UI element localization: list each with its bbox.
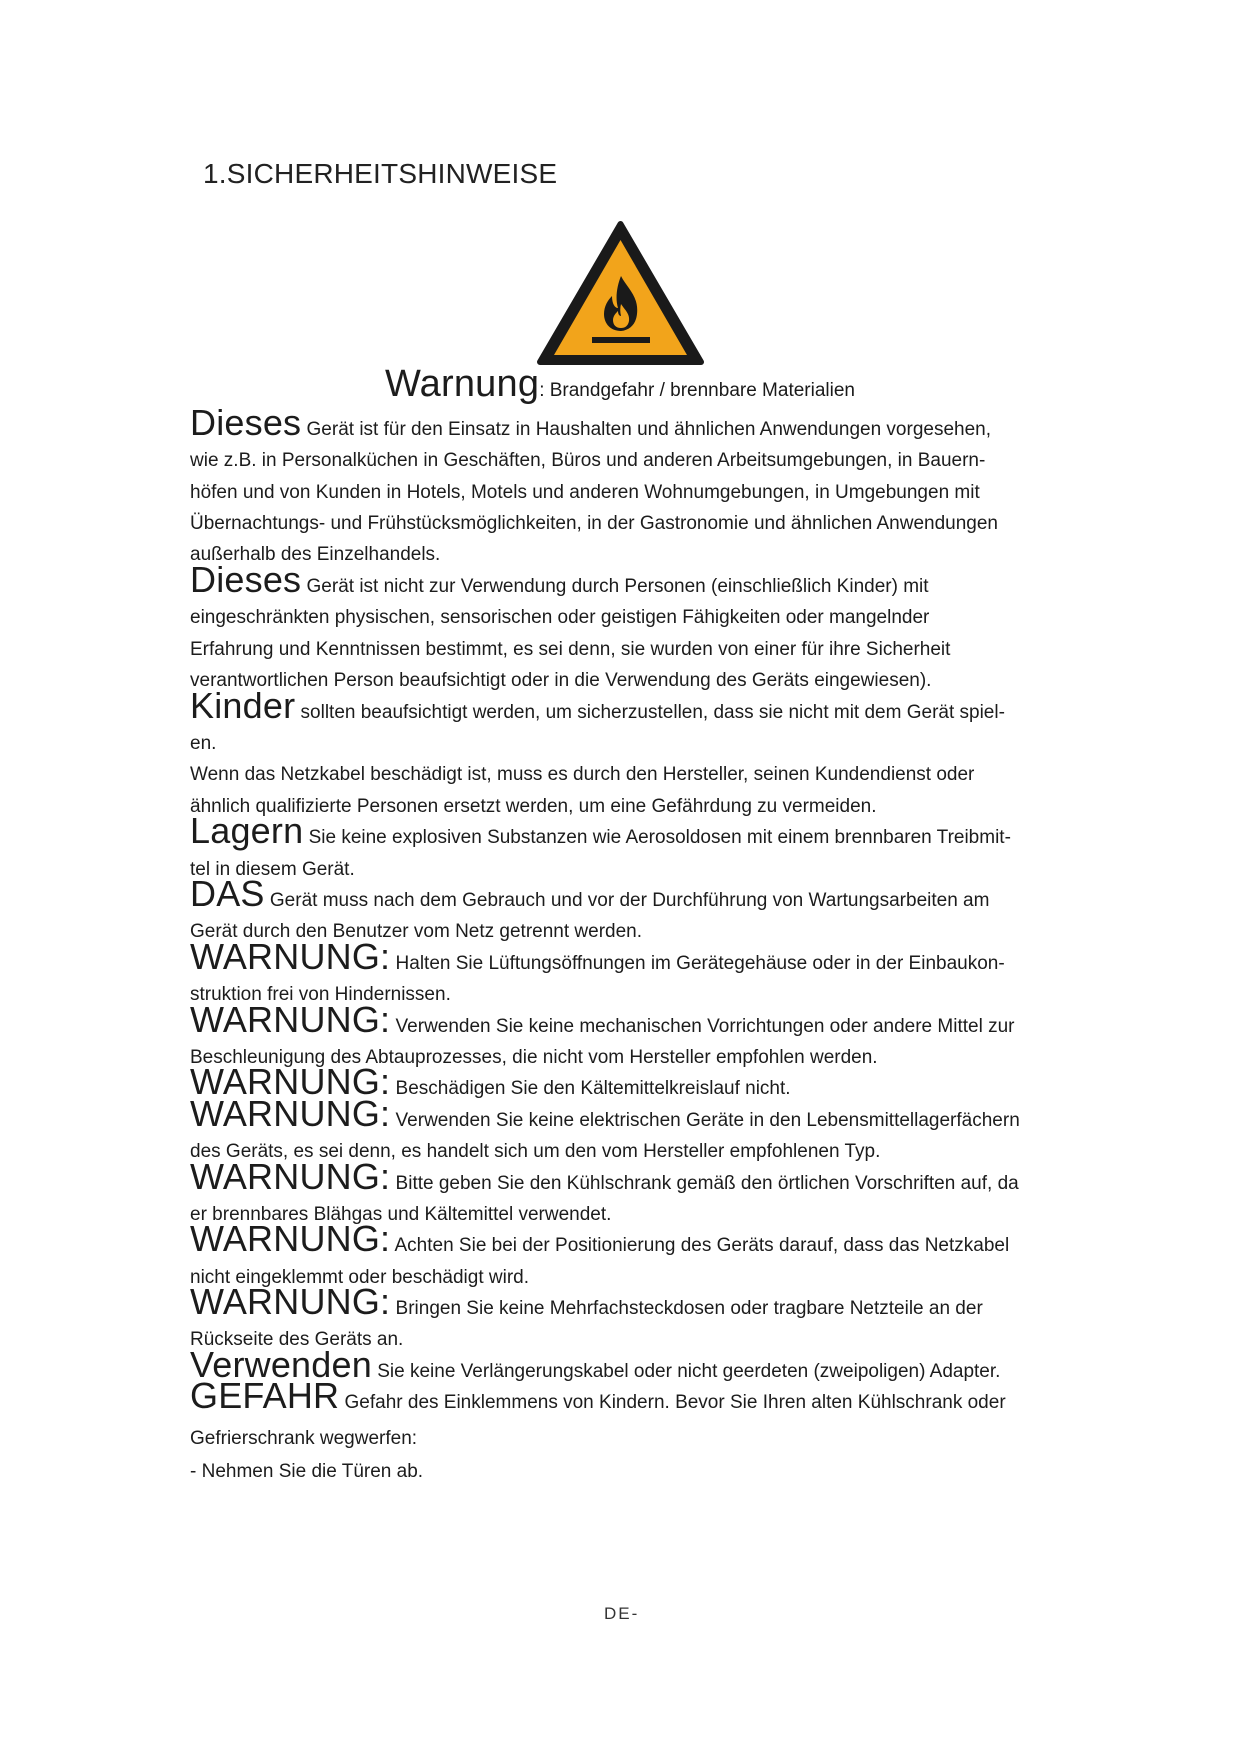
body-line	[190, 685, 1005, 726]
body-line	[190, 1156, 1019, 1197]
line-text: - Nehmen Sie die Türen ab.	[190, 1461, 424, 1482]
line-text: Wenn das Netzkabel beschädigt ist, muss es durch den Hersteller, seinen Kundendienst oder	[190, 764, 975, 785]
body-line	[190, 999, 1015, 1040]
body-line	[190, 1375, 1006, 1416]
line-text: Verwenden Sie keine elektrischen Geräte in den Lebensmittellagerfächern	[390, 1110, 1020, 1131]
line-text: Rückseite des Geräts an.	[190, 1329, 404, 1350]
line-lead-word: Verwenden	[190, 1344, 372, 1385]
line-text: Gefrierschrank wegwerfen:	[190, 1428, 418, 1449]
line-text: tel in diesem Gerät.	[190, 859, 355, 880]
body-line	[190, 639, 950, 661]
body-line	[190, 607, 929, 629]
line-text: eingeschränkten physischen, sensorischen oder geistigen Fähigkeiten oder mangelnder	[190, 607, 930, 628]
line-text: höfen und von Kunden in Hotels, Motels und anderen Wohnumgebungen, in Umgebungen mit	[190, 482, 980, 503]
line-text: Gerät ist für den Einsatz in Haushalten und ähnlichen Anwendungen vorgesehen,	[301, 419, 991, 440]
line-text: Gerät ist nicht zur Verwendung durch Personen (einschließlich Kinder) mit	[301, 576, 929, 597]
line-lead-word: WARNUNG:	[190, 936, 391, 977]
body-line	[190, 810, 1011, 851]
body-line	[190, 450, 985, 472]
line-text: en.	[190, 733, 217, 754]
line-text: Gerät muss nach dem Gebrauch und vor der Durchführung von Wartungsarbeiten am	[264, 890, 990, 911]
line-text: Verwenden Sie keine mechanischen Vorrichtungen oder andere Mittel zur	[390, 1016, 1015, 1037]
line-lead-word: Lagern	[190, 810, 304, 851]
body-line	[190, 1093, 1020, 1134]
line-text: ähnlich qualifizierte Personen ersetzt werden, um eine Gefährdung zu vermeiden.	[190, 796, 877, 817]
line-text: Sie keine Verlängerungskabel oder nicht geerdeten (zweipoligen) Adapter.	[371, 1361, 1001, 1382]
body-line	[190, 1428, 417, 1450]
line-text: Beschleunigung des Abtauprozesses, die nicht vom Hersteller empfohlen werden.	[190, 1047, 878, 1068]
line-lead-word: WARNUNG:	[190, 1156, 391, 1197]
line-text: wie z.B. in Personalküchen in Geschäften, Büros und anderen Arbeitsumgebungen, in Bauern-	[190, 450, 986, 471]
body-line	[190, 559, 929, 600]
line-text: sollten beaufsichtigt werden, um sicherzustellen, dass sie nicht mit dem Gerät spiel-	[295, 702, 1005, 723]
line-lead-word: WARNUNG:	[190, 1061, 391, 1102]
body-line	[190, 482, 980, 504]
line-lead-word: Dieses	[190, 402, 302, 443]
line-lead-word: Dieses	[190, 559, 302, 600]
line-text: Gefahr des Einklemmens von Kindern. Bevor Sie Ihren alten Kühlschrank oder	[339, 1392, 1006, 1413]
body-line	[190, 402, 991, 443]
line-text: Gerät durch den Benutzer vom Netz getrennt werden.	[190, 921, 643, 942]
line-text: Sie keine explosiven Substanzen wie Aerosoldosen mit einem brennbaren Treibmit-	[303, 827, 1011, 848]
line-text: Achten Sie bei der Positionierung des Geräts darauf, dass das Netzkabel	[390, 1235, 1010, 1256]
body-line	[190, 936, 1005, 977]
line-lead-word: WARNUNG:	[190, 1281, 391, 1322]
warning-header-lead: Warnung	[385, 363, 540, 405]
line-text: Beschädigen Sie den Kältemittelkreislauf nicht.	[390, 1078, 791, 1099]
line-lead-word: GEFAHR	[190, 1375, 340, 1416]
line-text: Halten Sie Lüftungsöffnungen im Gerätegehäuse oder in der Einbaukon-	[390, 953, 1005, 974]
line-text: Bringen Sie keine Mehrfachsteckdosen oder tragbare Netzteile an der	[390, 1298, 983, 1319]
body-line	[190, 1218, 1010, 1259]
line-text: Bitte geben Sie den Kühlschrank gemäß den örtlichen Vorschriften auf, da	[390, 1173, 1019, 1194]
line-lead-word: Kinder	[190, 685, 296, 726]
line-lead-word: WARNUNG:	[190, 999, 391, 1040]
line-text: außerhalb des Einzelhandels.	[190, 544, 441, 565]
line-text: Übernachtungs- und Frühstücksmöglichkeiten, in der Gastronomie und ähnlichen Anwendungen	[190, 513, 998, 534]
body-line	[190, 1281, 983, 1322]
line-lead-word: WARNUNG:	[190, 1093, 391, 1134]
flammable-warning-icon	[535, 218, 706, 368]
body-line	[190, 513, 998, 535]
page-title: 1.SICHERHEITSHINWEISE	[203, 158, 558, 189]
body-line	[190, 764, 974, 786]
warning-header-text: : Brandgefahr / brennbare Materialien	[539, 380, 855, 401]
body-line	[190, 1461, 423, 1483]
warning-header	[385, 363, 855, 405]
line-text: Erfahrung und Kenntnissen bestimmt, es sei denn, sie wurden von einer für ihre Sicherheit	[190, 639, 951, 660]
line-lead-word: WARNUNG:	[190, 1218, 391, 1259]
body-line	[190, 873, 990, 914]
line-text: er brennbares Blähgas und Kältemittel verwendet.	[190, 1204, 612, 1225]
line-text: struktion frei von Hindernissen.	[190, 984, 451, 1005]
line-text: verantwortlichen Person beaufsichtigt oder in die Verwendung des Geräts eingewiesen).	[190, 670, 932, 691]
line-text: nicht eingeklemmt oder beschädigt wird.	[190, 1267, 530, 1288]
line-text: des Geräts, es sei denn, es handelt sich um den vom Hersteller empfohlenen Typ.	[190, 1141, 881, 1162]
line-lead-word: DAS	[190, 873, 265, 914]
page-footer: DE-	[604, 1604, 640, 1623]
body-line	[190, 733, 216, 755]
